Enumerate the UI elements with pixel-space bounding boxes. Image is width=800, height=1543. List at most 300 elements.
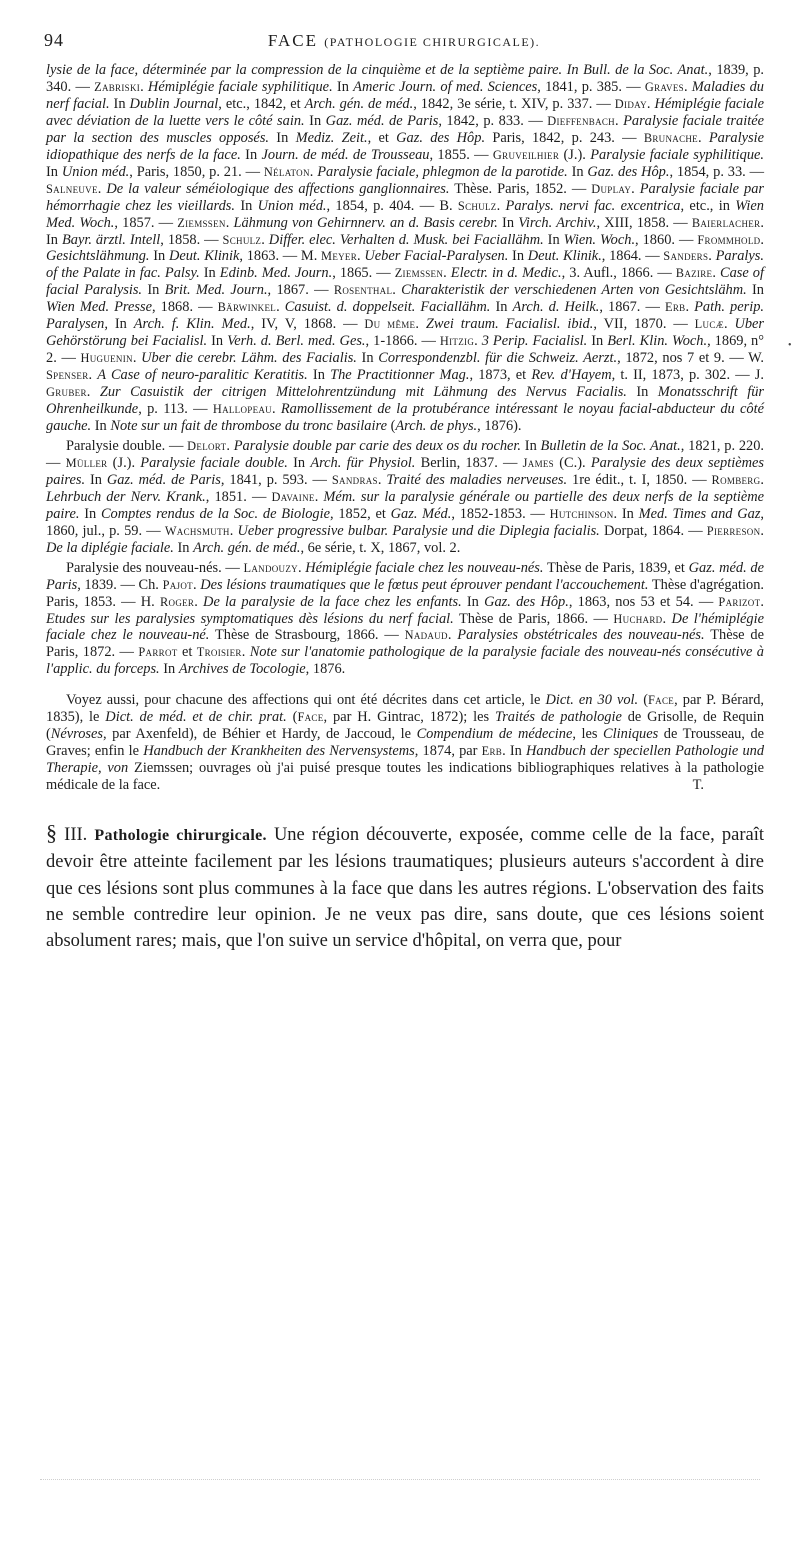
citation-text: In bbox=[626, 384, 658, 401]
citation-text: , IV, V, 1868. — bbox=[250, 316, 365, 333]
citation-text: . bbox=[415, 316, 426, 333]
citation-text: . bbox=[276, 299, 285, 316]
citation-text: . bbox=[760, 471, 765, 488]
citation-text: . bbox=[662, 610, 672, 627]
running-title-sub: (PATHOLOGIE CHIRURGICALE). bbox=[324, 35, 541, 49]
citation-text: , 1854, p. 404. — B. bbox=[326, 197, 458, 214]
citation-text: . bbox=[86, 384, 100, 401]
author-name: James bbox=[522, 455, 554, 470]
citation-title: Arch. für Physiol. bbox=[310, 454, 416, 471]
citation-text: , 1863. — M. bbox=[239, 248, 322, 265]
citation-text: In bbox=[109, 95, 130, 112]
author-name: Schulz bbox=[222, 232, 262, 247]
author-name: Bärwinkel bbox=[217, 300, 277, 315]
citation-text: . bbox=[261, 231, 269, 248]
author-name: Bazire bbox=[675, 266, 713, 281]
citation-text: In bbox=[149, 248, 169, 265]
citation-title: Comptes rendus de la Soc. de Biologie bbox=[100, 505, 330, 522]
citation-text: In bbox=[521, 437, 541, 454]
citation-text: In bbox=[91, 418, 111, 435]
author-name: Face bbox=[648, 693, 675, 708]
citation-title: Dublin Journal bbox=[129, 95, 219, 112]
citation-text: , t. II, 1873, p. 302. — J. bbox=[611, 367, 764, 384]
citation-text: . bbox=[392, 282, 402, 299]
citation-title: Des lésions traumatiques que le fœtus peut éprouver pendant l'accouchement. bbox=[200, 576, 649, 593]
citation-text: de Grisolle, de Requin ( bbox=[46, 709, 765, 743]
citation-text: In bbox=[85, 471, 107, 488]
citation-title: Arch. gén. de méd. bbox=[193, 539, 301, 556]
author-name: Pierreson bbox=[706, 523, 761, 538]
citation-text: , 1839. — Ch. bbox=[77, 576, 163, 593]
citation-title: Névroses bbox=[50, 726, 104, 743]
author-name: Schulz bbox=[457, 198, 497, 213]
citation-text: . bbox=[760, 593, 765, 610]
author-name: Face bbox=[297, 710, 324, 725]
author-name: Hutchinson bbox=[549, 506, 614, 521]
citation-text: (C.). bbox=[553, 454, 591, 471]
citation-title: Bulletin de la Soc. Anat. bbox=[540, 437, 681, 454]
citation-title: Brit. Med. Journ. bbox=[164, 282, 268, 299]
citation-text: , et bbox=[367, 129, 397, 146]
citation-text: . bbox=[192, 576, 201, 593]
citation-title: Ueber progressive bulbar. Paralysie und die Diplegia facialis. bbox=[237, 522, 600, 539]
author-name: Dieffenbach bbox=[547, 113, 615, 128]
citation-text: , 1855. — bbox=[429, 146, 493, 163]
citation-text: , les bbox=[572, 726, 604, 743]
citation-text: In bbox=[199, 265, 220, 282]
author-name: Graves bbox=[644, 79, 684, 94]
citation-text: . bbox=[140, 78, 148, 95]
citation-text: , 1868. — bbox=[151, 299, 218, 316]
citation-text: , 1872, nos 7 et 9. — W. bbox=[617, 350, 765, 367]
citation-title: Uber Gehörstörung bei Facialisl. bbox=[46, 316, 765, 350]
citation-text: Ziemssen; ouvrages où j'ai puisé presque toutes les indications bibliographiques relatives à la pathologie médicale de la face. bbox=[46, 760, 764, 794]
citation-title: Wien Med. Presse bbox=[46, 299, 152, 316]
citation-text: . bbox=[631, 180, 640, 197]
citation-text: , Paris, 1850, p. 21. — bbox=[129, 163, 264, 180]
citation-text: In bbox=[461, 593, 485, 610]
author-name: Wachsmuth bbox=[164, 523, 230, 538]
citation-text: In bbox=[107, 316, 134, 333]
running-title bbox=[44, 31, 764, 51]
citation-title: Charakteristik der verschiedenen Arten von Gesichtslähm. bbox=[401, 282, 747, 299]
citation-text: . bbox=[297, 559, 306, 576]
citation-title: Handbuch der Krankheiten des Nervensystems bbox=[143, 743, 415, 760]
citation-text: . bbox=[357, 248, 365, 265]
citation-text: In bbox=[304, 112, 326, 129]
citation-text: In bbox=[508, 248, 528, 265]
citation-title: Lähmung von Gehirnnerv. an d. Basis cerebr. bbox=[233, 214, 498, 231]
author-name: Gruveilhier bbox=[492, 147, 560, 162]
citation-title: Note sur un fait de thrombose du tronc basilaire bbox=[110, 418, 387, 435]
citation-title: 3 Perip. Facialisl. bbox=[481, 333, 588, 350]
citation-title: Paralys. of the Palate in fac. Palsy. bbox=[46, 248, 764, 282]
citation-text: . bbox=[314, 488, 324, 505]
citation-title: Dict. en 30 vol. bbox=[545, 692, 639, 709]
author-name: Nélaton bbox=[263, 164, 310, 179]
citation-title: Wien Med. Woch. bbox=[46, 197, 764, 231]
citation-title: Edinb. Med. Journ. bbox=[219, 265, 333, 282]
citation-title: Maladies du nerf facial. bbox=[46, 78, 764, 112]
page-body bbox=[46, 62, 764, 955]
citation-text: , p. 113. — bbox=[138, 401, 213, 418]
citation-title: Lehrbuch der Nerv. Krank. bbox=[46, 488, 206, 505]
citation-text: (J.). bbox=[559, 146, 591, 163]
citation-text: Thèse. Paris, 1852. — bbox=[449, 180, 592, 197]
citation-title: Ueber Facial-Paralysen. bbox=[364, 248, 509, 265]
citation-text: . bbox=[88, 367, 98, 384]
citation-text: . bbox=[443, 265, 451, 282]
citation-title: Case of facial Paralysis. bbox=[46, 265, 764, 299]
citation-title: Correspondenzbl. für die Schweiz. Aerzt. bbox=[378, 350, 618, 367]
author-name: Frommhold bbox=[697, 232, 761, 247]
citation-title: Path. perip. Paralysen, bbox=[46, 299, 764, 333]
citation-text: , 1864. — bbox=[601, 248, 664, 265]
citation-title: Arch. d. Heilk. bbox=[512, 299, 600, 316]
citation-text: , VII, 1870. — bbox=[593, 316, 695, 333]
section-pathologie-chirurgicale bbox=[46, 820, 764, 954]
citation-text: . bbox=[447, 627, 458, 644]
citation-text: , etc., in bbox=[680, 197, 736, 214]
citation-text: , 1860. — bbox=[635, 231, 698, 248]
citation-title: Wien. Woch. bbox=[563, 231, 636, 248]
citation-text: , 1863, nos 53 et 54. — bbox=[568, 593, 719, 610]
citation-title: Gaz. méd. de Paris bbox=[106, 471, 221, 488]
citation-text: , 1867. — bbox=[267, 282, 334, 299]
section-number: III. bbox=[64, 825, 88, 846]
citation-text: , 1852, et bbox=[330, 505, 391, 522]
citation-text: . bbox=[194, 593, 204, 610]
citation-text: , 1857. — bbox=[114, 214, 178, 231]
citation-text: , XIII, 1858. — bbox=[596, 214, 692, 231]
citation-text: Thèse d'agrégation. Paris, 1853. — H. bbox=[46, 576, 764, 610]
citation-title: Paralys. nervi fac. excentrica bbox=[505, 197, 681, 214]
citation-text: Berlin, 1837. — bbox=[415, 454, 523, 471]
author-name: Ziemssen bbox=[177, 215, 226, 230]
author-name: Delort bbox=[187, 438, 227, 453]
citation-title: Americ Journ. of med. Sciences bbox=[353, 78, 538, 95]
citation-title: Ramollissement de la protubérance intéressant le noyau facial-abducteur du côté gauche. bbox=[46, 401, 764, 435]
citation-text: , 1869, n° 2. — bbox=[46, 333, 765, 367]
author-name: Müller bbox=[65, 455, 108, 470]
author-name: Diday bbox=[614, 96, 647, 111]
citation-title: Monatsschrift für Ohrenheilkunde bbox=[46, 384, 764, 418]
author-name: Erb bbox=[481, 744, 503, 759]
citation-text: et bbox=[177, 644, 197, 661]
citation-title: The Practitionner Mag. bbox=[330, 367, 470, 384]
see-also-paragraph bbox=[46, 692, 764, 794]
citation-title: Journ. de méd. de Trousseau bbox=[261, 146, 430, 163]
author-name: Parrot bbox=[138, 645, 178, 660]
citation-text: , 1854, p. 33. — bbox=[669, 163, 764, 180]
citation-text: In bbox=[235, 197, 258, 214]
citation-title: Gaz. méd. de Paris bbox=[46, 559, 764, 593]
citation-title: Mediz. Zeit. bbox=[295, 129, 368, 146]
author-name: Salneuve bbox=[46, 181, 98, 196]
citation-text: , 1851. — bbox=[205, 488, 272, 505]
citation-text: . bbox=[132, 350, 142, 367]
citation-text: . In bbox=[46, 214, 764, 248]
citation-text: . bbox=[683, 78, 692, 95]
citation-text: , 1-1866. — bbox=[365, 333, 440, 350]
citation-title: Paralysie double par carie des deux os du rocher. bbox=[233, 437, 522, 454]
author-name: Sanders bbox=[663, 249, 709, 264]
citation-title: Traité des maladies nerveuses. bbox=[386, 471, 568, 488]
running-title-main: FACE bbox=[267, 31, 319, 50]
citation-text: Dorpat, 1864. — bbox=[599, 522, 707, 539]
citation-title: Electr. in d. Medic. bbox=[450, 265, 562, 282]
citation-title: Arch. f. Klin. Med. bbox=[133, 316, 251, 333]
citation-text: , 1839, p. 340. — bbox=[46, 62, 765, 95]
author-name: Baierlacher bbox=[691, 215, 761, 230]
citation-text: In bbox=[587, 333, 608, 350]
citation-text: In bbox=[240, 146, 262, 163]
section-text: Une région découverte, exposée, comme celle de la face, paraît devoir être atteinte facilement par les lésions traumatiques; plusieurs auteurs s'accordent à dire que ces lésions sont plus communes à la face que dans les autres régions. L'observation des faits ne semble contredire leur opinion. Je ne veux pas dire, sans doute, que ces lésions soient absolument rares; mais, que l'on suive un service d'hôpital, on verra que, pour bbox=[46, 825, 765, 952]
citation-text: In bbox=[173, 539, 194, 556]
citation-title: Arch. de phys. bbox=[395, 418, 478, 435]
citation-title: Verh. d. Berl. med. Ges. bbox=[227, 333, 366, 350]
citation-text: , etc., 1842, et bbox=[218, 95, 305, 112]
citation-title: Gaz. Méd. bbox=[390, 505, 452, 522]
citation-text: In bbox=[159, 661, 179, 678]
citation-title: Virch. Archiv. bbox=[518, 214, 597, 231]
citation-title: Zur Casuistik der citrigen Mittelohrentzündung mit Lähmung des Nervus Facialis. bbox=[99, 384, 627, 401]
citation-text: In bbox=[497, 214, 519, 231]
page-number: 94 bbox=[44, 30, 64, 50]
margin-dot: • bbox=[788, 340, 792, 351]
section-heading: Pathologie chirurgicale. bbox=[94, 827, 267, 845]
citation-title: Gaz. des Hôp. bbox=[587, 163, 670, 180]
citation-text: In bbox=[307, 367, 331, 384]
citation-text: . bbox=[225, 214, 234, 231]
citation-text: , 1876). bbox=[477, 418, 522, 435]
author-name: Parizot bbox=[718, 594, 761, 609]
citation-title: Traités de pathologie bbox=[495, 709, 622, 726]
citation-title: Arch. gén. de méd. bbox=[304, 95, 414, 112]
citation-title: Gaz. des Hôp. bbox=[484, 593, 569, 610]
citation-title: lysie de la face, déterminée par la compression de la cinquième et de la septième paire. In bbox=[46, 62, 584, 78]
citation-title: ibid. bbox=[567, 316, 594, 333]
citation-text: . bbox=[685, 299, 695, 316]
citation-text: Thèse de Strasbourg, 1866. — bbox=[209, 627, 405, 644]
author-name: Meyer bbox=[321, 249, 358, 264]
author-name: Sandras bbox=[331, 472, 378, 487]
page-bottom-rule bbox=[40, 1479, 760, 1481]
bibliography-paragraph bbox=[46, 560, 764, 679]
citation-title: Deut. Klinik. bbox=[527, 248, 602, 265]
author-signature: T. bbox=[692, 777, 704, 794]
citation-text: . bbox=[760, 522, 764, 539]
citation-title: Note sur l'anatomie pathologique de la paralysie faciale des nouveau-nés consécutive à l'applic. du forceps. bbox=[46, 644, 764, 678]
citation-title: De la paralysie de la face chez les enfants. bbox=[203, 593, 462, 610]
citation-title: Dict. de méd. et de chir. prat. bbox=[105, 709, 287, 726]
citation-text: , 1867. — bbox=[599, 299, 665, 316]
citation-text: In bbox=[79, 505, 101, 522]
citation-text: ( bbox=[386, 418, 396, 435]
author-name: Romberg bbox=[711, 472, 761, 487]
citation-text: . bbox=[377, 471, 387, 488]
citation-text: , 1874, par bbox=[414, 743, 482, 760]
citation-text: . bbox=[226, 437, 234, 454]
citation-text: ( bbox=[638, 692, 648, 709]
citation-text: , 1852-1853. — bbox=[451, 505, 550, 522]
citation-text: In bbox=[567, 163, 588, 180]
author-name: Du même bbox=[364, 317, 416, 332]
citation-title: Hémiplégie faciale syphilitique. bbox=[147, 78, 333, 95]
running-header bbox=[44, 30, 764, 56]
citation-title: Paralysies obstétricales des nouveau-nés. bbox=[457, 627, 705, 644]
citation-text: . bbox=[697, 129, 709, 146]
citation-text: , 3. Aufl., 1866. — bbox=[561, 265, 676, 282]
citation-text: , par H. Gintrac, 1872); les bbox=[323, 709, 495, 726]
citation-text: In bbox=[746, 282, 764, 299]
author-name: Lucæ bbox=[694, 317, 724, 332]
citation-text: . bbox=[97, 180, 107, 197]
author-name: Erb bbox=[664, 300, 686, 315]
citation-text: . In bbox=[613, 505, 639, 522]
see-also-text bbox=[46, 692, 764, 793]
citation-text: Paralysie double. — bbox=[66, 437, 188, 454]
citation-text: . bbox=[241, 644, 250, 661]
citation-text: In bbox=[490, 299, 513, 316]
citation-text: Paris, 1842, p. 243. — bbox=[485, 129, 644, 146]
citation-title: Zwei traum. Facialisl. bbox=[425, 316, 561, 333]
citation-title: Archives de Tocologie bbox=[178, 661, 306, 678]
citation-text: , par Axenfeld), de Béhier et Hardy, de Jaccoud, le bbox=[103, 726, 417, 743]
author-name: Spenser bbox=[46, 368, 89, 383]
citation-title: Etudes sur les paralysies symptomatiques dès lésions du nerf facial. bbox=[46, 610, 454, 627]
citation-text: . bbox=[646, 95, 655, 112]
citation-text: , 6e série, t. X, 1867, vol. 2. bbox=[300, 539, 461, 556]
citation-title: Handbuch der speciellen Pathologie und Therapie, von bbox=[46, 743, 765, 777]
citation-title: Casuist. d. doppelseit. Faciallähm. bbox=[284, 299, 491, 316]
citation-title: Union méd. bbox=[257, 197, 327, 214]
citation-title: De la diplégie faciale. bbox=[46, 539, 174, 556]
citation-text: In bbox=[207, 333, 228, 350]
author-name: Duplay bbox=[591, 181, 632, 196]
citation-text: , 1842, p. 833. — bbox=[438, 112, 548, 129]
citation-text: In bbox=[332, 78, 354, 95]
citation-text: . bbox=[723, 316, 735, 333]
author-name: Davaine bbox=[271, 489, 315, 504]
author-name: Roger bbox=[159, 594, 195, 609]
citation-title: Uber die cerebr. Lähm. des Facialis. bbox=[141, 350, 357, 367]
citation-text: In bbox=[287, 454, 311, 471]
author-name: Hitzig bbox=[439, 334, 475, 349]
citation-text: , 1873, et bbox=[469, 367, 532, 384]
citation-title: Paralysie faciale par hémorrhagie chez les vieillards. bbox=[46, 180, 765, 214]
citation-text: Paralysie des nouveau-nés. — bbox=[66, 559, 244, 576]
citation-text: . bbox=[708, 248, 716, 265]
citation-title: Bull. de la Soc. Anat. bbox=[583, 62, 709, 78]
citation-text: , 1876. bbox=[305, 661, 346, 678]
bibliography-paragraph bbox=[46, 62, 764, 435]
citation-text: In bbox=[269, 129, 296, 146]
citation-title: Paralysie idiopathique des nerfs de la face. bbox=[46, 129, 764, 163]
citation-text: , 1865. — bbox=[332, 265, 395, 282]
author-name: Rosenthal bbox=[333, 283, 393, 298]
citation-title: Paralysie faciale traitée par la section des muscles opposés. bbox=[46, 112, 764, 146]
citation-text: de Trousseau, de Graves; enfin le bbox=[46, 726, 765, 760]
citation-text: , 1860, jul., p. 59. — bbox=[46, 505, 765, 539]
citation-title: Mém. sur la paralysie générale ou partielle des deux nerfs de la septième paire. bbox=[46, 488, 764, 522]
citation-text: . In bbox=[502, 743, 526, 760]
citation-text: , 1821, p. 220. — bbox=[46, 437, 764, 471]
citation-text: , 1858. — bbox=[160, 231, 223, 248]
citation-text: In bbox=[46, 163, 62, 180]
citation-text: Voyez aussi, pour chacune des affections qui ont été décrites dans cet article, le bbox=[66, 692, 546, 709]
author-name: Gruber bbox=[46, 385, 87, 400]
citation-title: Union méd. bbox=[61, 163, 130, 180]
author-name: Huguenin bbox=[80, 351, 133, 366]
citation-title: Cliniques bbox=[603, 726, 659, 743]
citation-text: . bbox=[760, 231, 765, 248]
citation-title: Deut. Klinik bbox=[168, 248, 240, 265]
citation-text: . bbox=[271, 401, 281, 418]
citation-text: In bbox=[543, 231, 564, 248]
citation-title: Paralysie faciale double. bbox=[140, 454, 288, 471]
author-name: Troisier bbox=[196, 645, 242, 660]
citation-text: . bbox=[496, 197, 506, 214]
citation-text: , 1841, p. 385. — bbox=[537, 78, 645, 95]
citation-title: A Case of neuro-paralitic Keratitis. bbox=[97, 367, 308, 384]
citation-title: Paralysie faciale, phlegmon de la parotide. bbox=[317, 163, 568, 180]
author-name: Nadaud bbox=[404, 628, 448, 643]
author-name: Hallopeau bbox=[212, 402, 272, 417]
citation-text: . bbox=[309, 163, 318, 180]
citation-title: De la valeur séméiologique des affections ganglionnaires. bbox=[106, 180, 450, 197]
citation-text: Thèse de Paris, 1839, et bbox=[543, 559, 689, 576]
citation-title: Gaz. méd. de Paris bbox=[325, 112, 439, 129]
bibliography-paragraph bbox=[46, 438, 764, 557]
author-name: Brunache bbox=[643, 130, 698, 145]
citation-text: In bbox=[142, 282, 165, 299]
citation-title: Differ. elec. Verhalten d. Musk. bei Faciallähm. bbox=[268, 231, 544, 248]
author-name: Huchard bbox=[613, 611, 663, 626]
author-name: Landouzy bbox=[243, 560, 298, 575]
author-name: Pajot bbox=[162, 577, 193, 592]
citation-title: Rev. d'Hayem bbox=[531, 367, 612, 384]
citation-title: Hémiplégie faciale avec déviation de la luette vers le côté sain. bbox=[46, 95, 764, 129]
citation-title: Bayr. ärztl. Intell bbox=[61, 231, 161, 248]
citation-title: Compendium de médecine bbox=[416, 726, 573, 743]
citation-title: De l'hémiplégie faciale chez le nouveau-né. bbox=[46, 610, 765, 644]
citation-title: Gesichtslähmung. bbox=[46, 248, 150, 265]
citation-text: . bbox=[712, 265, 720, 282]
author-name: Ziemssen bbox=[394, 266, 444, 281]
citation-title: Hémiplégie faciale chez les nouveau-nés. bbox=[305, 559, 544, 576]
citation-text: , 1842, 3e série, t. XIV, p. 337. — bbox=[413, 95, 615, 112]
citation-text: , par P. Bérard, 1835), le bbox=[46, 692, 764, 726]
author-name: Zabriski bbox=[94, 79, 141, 94]
citation-text: 1re édit., t. I, 1850. — bbox=[567, 471, 712, 488]
citation-text: . bbox=[614, 112, 624, 129]
section-symbol: § bbox=[46, 820, 57, 846]
citation-text: ( bbox=[286, 709, 298, 726]
citation-text: . bbox=[229, 522, 238, 539]
citation-text: . bbox=[474, 333, 482, 350]
citation-text: In bbox=[356, 350, 379, 367]
citation-title: Med. Times and Gaz bbox=[638, 505, 761, 522]
citation-text: Thèse de Paris, 1872. — bbox=[46, 627, 764, 661]
citation-text: (J.). bbox=[107, 454, 141, 471]
citation-text: Thèse de Paris, 1866. — bbox=[453, 610, 614, 627]
citation-title: Gaz. des Hôp. bbox=[396, 129, 486, 146]
citation-title: Berl. Klin. Woch. bbox=[607, 333, 708, 350]
citation-title: Paralysie faciale syphilitique. bbox=[590, 146, 764, 163]
citation-text: , 1841, p. 593. — bbox=[220, 471, 332, 488]
citation-title: Paralysie des deux septièmes paires. bbox=[46, 454, 764, 488]
